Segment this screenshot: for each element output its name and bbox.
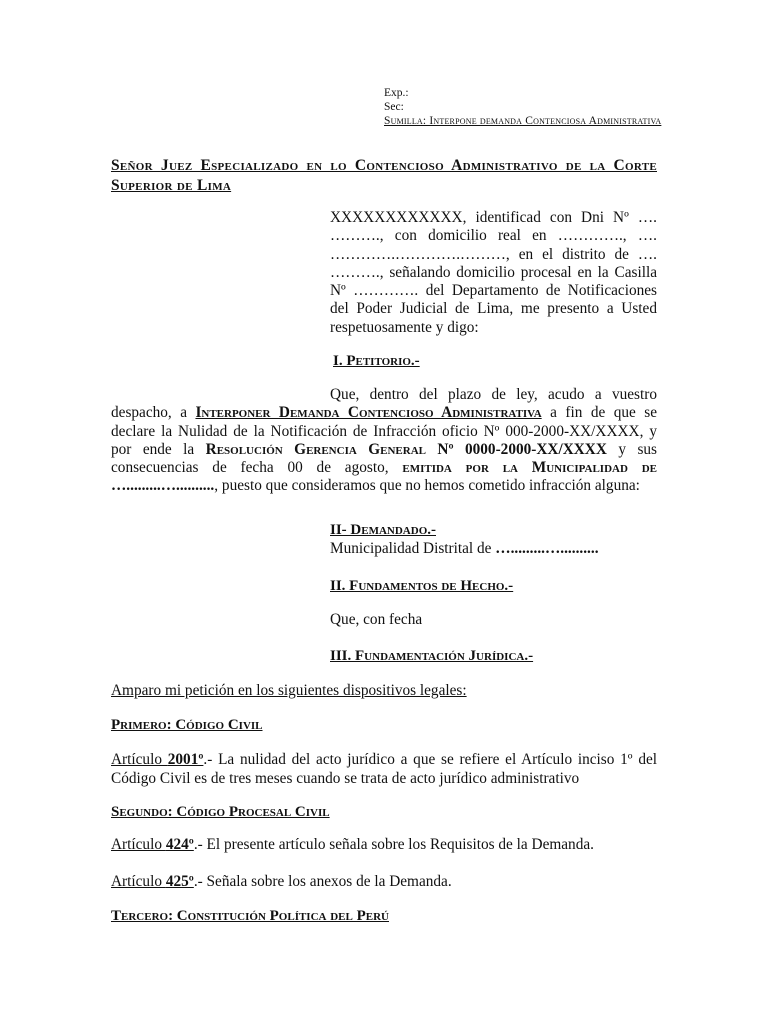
plaintiff-name: XXXXXXXXXXXX — [330, 209, 463, 226]
sec-line: Sec: — [384, 101, 404, 113]
fundamentos-title: II. Fundamentos de Hecho.- — [330, 578, 514, 594]
amparo-line: Amparo mi petición en los siguientes dispositivos legales: — [111, 682, 467, 699]
article-424: Artículo 424º.- El presente artículo señala sobre los Requisitos de la Demanda. — [111, 836, 594, 853]
juridica-title: III. Fundamentación Jurídica.- — [330, 648, 534, 664]
intro-paragraph — [330, 209, 657, 337]
petitorio-resolution: Resolución Gerencia General Nº 0000-2000-XX/XXXX — [205, 440, 607, 458]
petitorio-paragraph: Que, dentro del plazo de ley, acudo a vuestro despacho, a Interponer Demanda Contencioso Administrativa a fin de que se declare la Nulidad de la Notificación de Infracción oficio Nº 000-2000-XX/XXXX, y por ende la Resolución Gerencia General Nº 0000-2000-XX/XXXX y sus consecuencias de fecha 00 de agosto, emitida por la Municipalidad de ….........….........., puesto que consideramos que no hemos cometido infracción alguna: — [111, 386, 657, 495]
tercero-title: Tercero: Constitución Política del Perú — [111, 908, 389, 924]
exp-line: Exp.: — [384, 87, 409, 99]
demandado-title: II- Demandado.- — [330, 522, 436, 538]
segundo-title: Segundo: Código Procesal Civil — [111, 804, 330, 820]
demandado-text: Municipalidad Distrital de ….........….......... — [330, 540, 599, 557]
petitorio-title: I. Petitorio.- — [333, 353, 420, 369]
article-2001: Artículo 2001º.- La nulidad del acto jurídico a que se refiere el Artículo inciso 1º del Código Civil es de tres meses cuando se trata de acto jurídico administrativo — [111, 751, 658, 787]
petitorio-claim: Interponer Demanda Contencioso Administrativa — [195, 404, 542, 422]
sumilla-line: Sumilla: Interpone demanda Contenciosa Administrativa — [384, 115, 662, 127]
intro-text: , identificad con Dni Nº …. ………., con domicilio real en …………., …. ………….………….………, en el distrito de …. ………., señalando domicilio procesal en la Casilla Nº …………. del Departamento de Notificaciones del Poder Judicial de Lima, me presento a Usted respetuosamente y digo: — [330, 209, 657, 336]
primero-title: Primero: Código Civil — [111, 717, 263, 733]
salutation: Señor Juez Especializado en lo Contencioso Administrativo de la Corte Superior de Lima — [111, 157, 657, 194]
fundamentos-text: Que, con fecha — [330, 611, 423, 628]
article-425: Artículo 425º.- Señala sobre los anexos de la Demanda. — [111, 873, 452, 890]
petitorio-issuer: emitida por la Municipalidad de ….........….......... — [111, 459, 657, 495]
case-header — [384, 86, 664, 128]
